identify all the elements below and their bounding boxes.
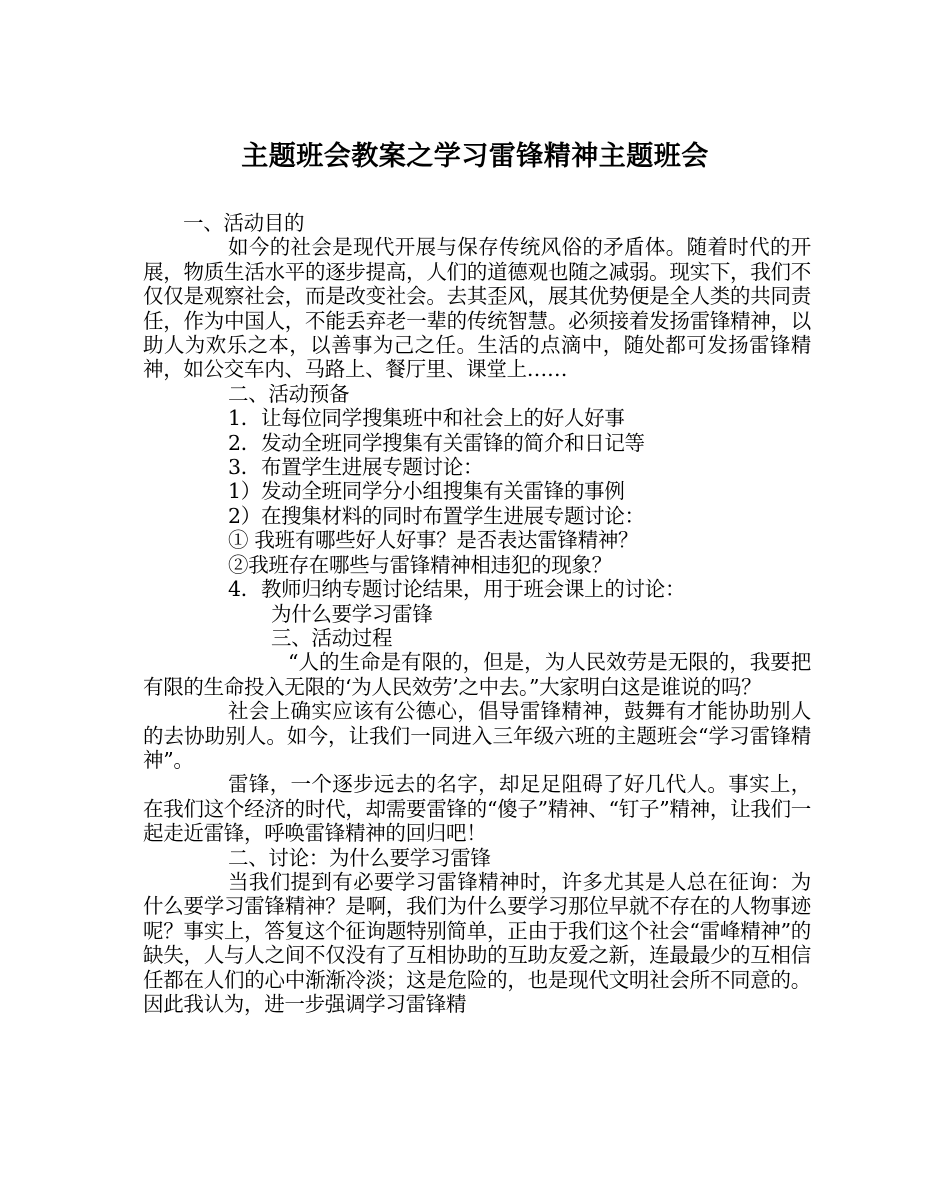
document-body: [143, 211, 811, 1016]
quote-paragraph: “人的生命是有限的，但是，为人民效劳是无限的，我要把有限的生命投入无限的‘为人民效劳’之中去。”大家明白这是谁说的吗？: [143, 650, 811, 699]
list-item: ① 我班有哪些好人好事？是否表达雷锋精神？: [228, 528, 639, 553]
document-title: 主题班会教案之学习雷锋精神主题班会: [241, 141, 709, 172]
section-heading-discussion: 二、讨论：为什么要学习雷锋: [228, 845, 491, 870]
paragraph-purpose: 如今的社会是现代开展与保存传统风俗的矛盾体。随着时代的开展，物质生活水平的逐步提高，人们的道德观也随之减弱。现实下，我们不仅仅是观察社会，而是改变社会。去其歪风，展其优势便是全人类的共同责任，作为中国人，不能丢弃老一辈的传统智慧。必须接着发扬雷锋精神，以助人为欢乐之本，以善事为己之任。生活的点滴中，随处都可发扬雷锋精神，如公交车内、马路上、餐厅里、课堂上……: [143, 235, 811, 382]
list-item: ②我班存在哪些与雷锋精神相违犯的现象？: [228, 552, 612, 577]
list-item: 4．教师归纳专题讨论结果，用于班会课上的讨论：: [228, 577, 686, 602]
paragraph: 社会上确实应该有公德心，倡导雷锋精神，鼓舞有才能协助别人的去协助别人。如今，让我们一同进入三年级六班的主题班会“学习雷锋精神”。: [143, 699, 811, 772]
list-item: 2．发动全班同学搜集有关雷锋的简介和日记等: [228, 430, 645, 455]
section-heading-purpose: 一、活动目的: [183, 211, 305, 235]
section-heading-preparation: 二、活动预备: [228, 381, 350, 406]
paragraph: 雷锋，一个逐步远去的名字，却足足阻碍了好几代人。事实上，在我们这个经济的时代，却需要雷锋的“傻子”精神、“钉子”精神，让我们一起走近雷锋，呼唤雷锋精神的回归吧！: [143, 772, 811, 846]
list-item: 1．让每位同学搜集班中和社会上的好人好事: [228, 406, 625, 431]
section-heading-process: 三、活动过程: [271, 625, 393, 650]
paragraph: 当我们提到有必要学习雷锋精神时，许多尤其是人总在征询：为什么要学习雷锋精神？是啊，我们为什么要学习那位早就不存在的人物事迹呢？事实上，答复这个征询题特别简单，正由于我们这个社会“雷峰精神”的缺失，人与人之间不仅没有了互相协助的互助友爱之新，连最最少的互相信任都在人们的心中渐渐冷淡；这是危险的，也是现代文明社会所不同意的。因此我认为，进一步强调学习雷锋精: [143, 869, 811, 1016]
discussion-topic: 为什么要学习雷锋: [271, 601, 433, 626]
list-item: 3．布置学生进展专题讨论：: [228, 455, 484, 480]
list-item: 1）发动全班同学分小组搜集有关雷锋的事例: [228, 479, 625, 504]
list-item: 2）在搜集材料的同时布置学生进展专题讨论：: [228, 503, 645, 528]
